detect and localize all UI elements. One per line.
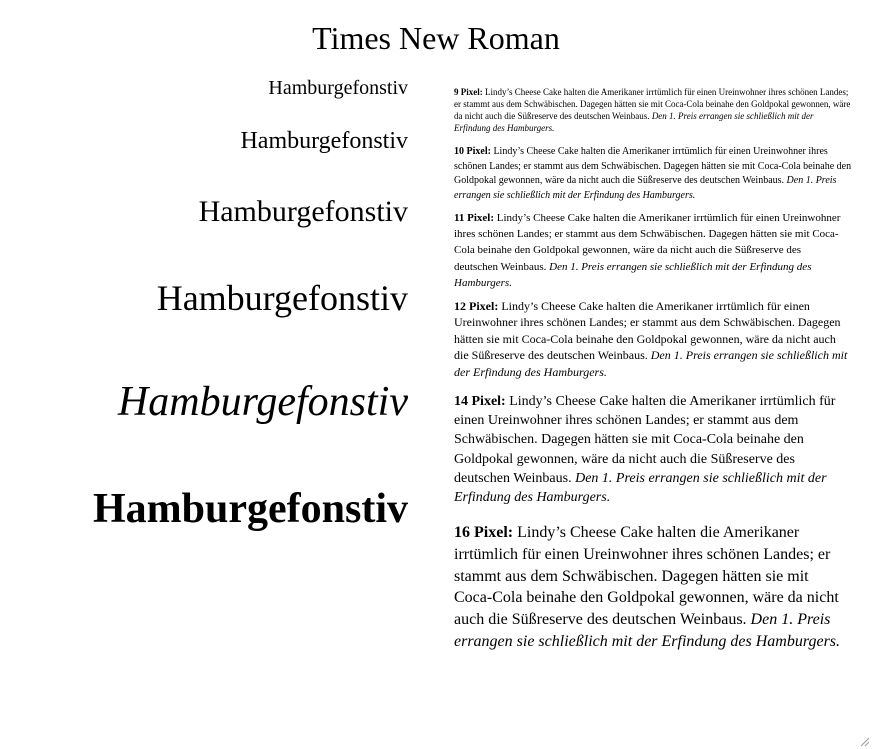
size-label: 10 Pixel: xyxy=(454,146,491,157)
sample-italic: Den 1. Preis errangen sie schließlich mit der Erfindung des Hamburgers. xyxy=(454,470,827,506)
text-sample-12px xyxy=(454,298,850,380)
text-sample-9px xyxy=(454,86,852,134)
sample-body: Lindy’s Cheese Cake halten die Amerikaner irrtümlich für einen Ureinwohner ihres schönen Landes; er stammt aus dem Schwäbischen. Dagegen hätten sie mit Coca-Cola beinahe den Goldpokal gewonnen, wäre da nicht auch die Süßreserve des deutschen Weinbaus. xyxy=(454,524,839,629)
sample-body: Lindy’s Cheese Cake halten die Amerikaner irrtümlich für einen Ureinwohner ihres schönen Landes; er stammt aus dem Schwäbischen. Dagegen hätten sie mit Coca-Cola beinahe den Goldpokal gewonnen, wäre da nicht auch die Süßreserve des deutschen Weinbaus. xyxy=(454,299,841,363)
text-sample-16px xyxy=(454,522,849,653)
font-sample-24px: Hamburgefonstiv xyxy=(240,128,408,154)
sample-body: Lindy’s Cheese Cake halten die Amerikaner irrtümlich für einen Ureinwohner ihres schönen Landes; er stammt aus dem Schwäbischen. Dagegen hätten sie mit Coca-Cola beinahe den Goldpokal gewonnen, wäre da nicht auch die Süßreserve des deutschen Weinbaus. xyxy=(454,146,852,187)
sample-body: Lindy’s Cheese Cake halten die Amerikaner irrtümlich für einen Ureinwohner ihres schönen Landes; er stammt aus dem Schwäbischen. Dagegen hätten sie mit Coca-Cola beinahe den Goldpokal gewonnen, wäre da nicht auch die Süßreserve des deutschen Weinbaus. xyxy=(454,87,851,121)
page-title: Times New Roman xyxy=(312,20,560,56)
font-sample-bold: Hamburgefonstiv xyxy=(93,486,408,532)
font-sample-30px: Hamburgefonstiv xyxy=(198,195,408,228)
sample-italic: Den 1. Preis errangen sie schließlich mit der Erfindung des Hamburgers. xyxy=(454,611,841,650)
sample-italic: Den 1. Preis errangen sie schließlich mit der Erfindung des Hamburgers. xyxy=(454,175,837,201)
text-sample-11px xyxy=(454,210,844,291)
size-label: 12 Pixel: xyxy=(454,299,499,313)
sample-body: Lindy’s Cheese Cake halten die Amerikaner irrtümlich für einen Ureinwohner ihres schönen Landes; er stammt aus dem Schwäbischen. Dagegen hätten sie mit Coca-Cola beinahe den Goldpokal gewonnen, wäre da nicht auch die Süßreserve des deutschen Weinbaus. xyxy=(454,212,841,273)
sample-italic: Den 1. Preis errangen sie schließlich mit der Erfindung des Hamburgers. xyxy=(454,260,812,289)
size-label: 14 Pixel: xyxy=(454,394,506,409)
size-label: 9 Pixel: xyxy=(454,87,483,97)
size-label: 11 Pixel: xyxy=(454,212,495,224)
font-sample-20px: Hamburgefonstiv xyxy=(268,77,408,99)
sample-body: Lindy’s Cheese Cake halten die Amerikaner irrtümlich für einen Ureinwohner ihres schönen Landes; er stammt aus dem Schwäbischen. Dagegen hätten sie mit Coca-Cola beinahe den Goldpokal gewonnen, wäre da nicht auch die Süßreserve des deutschen Weinbaus. xyxy=(454,394,836,486)
sample-italic: Den 1. Preis errangen sie schließlich mit der Erfindung des Hamburgers. xyxy=(454,348,848,379)
sample-italic: Den 1. Preis errangen sie schließlich mit der Erfindung des Hamburgers. xyxy=(454,111,814,133)
resize-grip-icon[interactable] xyxy=(858,735,870,747)
text-sample-14px xyxy=(454,392,839,507)
font-sample-36px: Hamburgefonstiv xyxy=(156,278,408,318)
font-sample-italic: Hamburgefonstiv xyxy=(117,379,408,425)
text-sample-10px xyxy=(454,145,854,203)
size-label: 16 Pixel: xyxy=(454,524,514,541)
